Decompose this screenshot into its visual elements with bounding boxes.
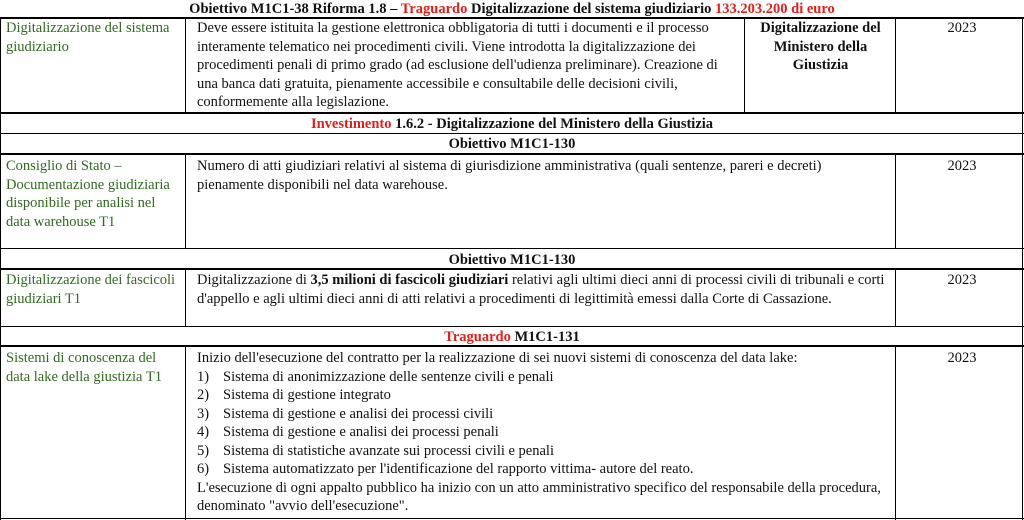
row2-desc: Numero di atti giudiziari relativi al sistema di giurisdizione amministrativa (quali sentenze, pareri e decreti) pienamente disponibili nel data warehouse. [197, 158, 822, 193]
col-border [1022, 112, 1023, 155]
col-border [0, 248, 1, 270]
row4-intro: Inizio dell'esecuzione del contratto per la realizzazione di sei nuovi sistemi di conoscenza del data lake: [197, 350, 798, 366]
item-text: Sistema di anonimizzazione delle sentenze civili e penali [223, 368, 554, 385]
header1-traguardo: Traguardo [400, 1, 468, 17]
col-border [895, 268, 896, 327]
col-border [1022, 248, 1023, 270]
row1-owner: Digitalizzazione del Ministero della Giustizia [760, 20, 881, 73]
divider [0, 518, 1024, 519]
item-text: Sistema di gestione e analisi dei processi penali [223, 424, 499, 440]
row3-desc-a: Digitalizzazione di [197, 272, 311, 288]
header-investimento [0, 115, 1024, 133]
header-traguardo-131 [0, 328, 1024, 346]
divider [0, 268, 1024, 270]
col-border [185, 268, 186, 327]
list-item [197, 460, 892, 479]
col-border [185, 153, 186, 249]
col-border [185, 17, 186, 114]
col-border [0, 326, 1, 347]
list-item [197, 386, 892, 405]
item-number: 5) [197, 442, 210, 459]
row2-year: 2023 [947, 158, 977, 174]
item-number: 4) [197, 424, 210, 440]
divider [0, 133, 1024, 134]
header-obiettivo-130-a: Obiettivo M1C1-130 [448, 136, 576, 152]
header2-investimento: Investimento [310, 116, 392, 132]
header5-traguardo: Traguardo [444, 329, 511, 345]
col-border [1022, 153, 1023, 249]
list-item [197, 423, 892, 442]
item-number: 1) [197, 368, 210, 385]
col-border [0, 345, 1, 520]
col-border [0, 17, 1, 114]
row3-desc [197, 271, 892, 308]
row3-year: 2023 [947, 272, 977, 288]
col-border [895, 17, 896, 114]
item-text: Sistema di gestione e analisi dei processi civili [223, 405, 494, 422]
row4-title: Sistemi di conoscenza del data lake della giustizia T1 [6, 350, 162, 385]
divider [0, 153, 1024, 155]
list-item [197, 368, 892, 387]
header-obiettivo-130-b: Obiettivo M1C1-130 [448, 252, 576, 268]
col-border [0, 112, 1, 155]
header1-amount: 133.203.200 di euro [715, 1, 835, 17]
header-reform-1-8 [0, 0, 1024, 18]
divider [0, 345, 1024, 347]
col-border [1022, 345, 1023, 520]
row1-desc: Deve essere istituita la gestione elettronica obbligatoria di tutti i documenti e il processo interamente telematico nei procedimenti civili. Viene introdotta la digitalizzazione dei procedimenti penali di primo grado (ad esclusione dell'udienza preliminare). Creazione di una banca dati gratuita, pienamente accessibile e consultabile delle decisioni civili, conformemente alla legislazione. [197, 20, 718, 110]
item-text: Sistema automatizzato per l'identificazione del rapporto vittima- autore del reato. [223, 461, 694, 477]
col-border [1022, 17, 1023, 114]
col-border [185, 345, 186, 520]
col-border [0, 153, 1, 249]
system-list [197, 368, 892, 479]
col-border [744, 17, 745, 114]
row2-title: Consiglio di Stato – Documentazione giudiziaria disponibile per analisi nel data warehouse T1 [6, 158, 170, 230]
row4-outro: L'esecuzione di ogni appalto pubblico ha inizio con un atto amministrativo specifico del responsabile della procedura, denominato "avvio dell'esecuzione". [197, 479, 881, 514]
divider [0, 326, 1024, 327]
header1-c: Digitalizzazione del sistema giudiziario [467, 1, 716, 17]
row1-title: Digitalizzazione del sistema giudiziario [6, 20, 170, 55]
header5-b: M1C1-131 [510, 329, 580, 345]
item-number: 2) [197, 387, 210, 403]
col-border [895, 153, 896, 249]
item-text: Sistema di gestione integrato [223, 387, 391, 403]
col-border [1022, 326, 1023, 347]
divider [0, 248, 1024, 249]
list-item [197, 442, 892, 461]
header2-b: 1.6.2 - Digitalizzazione del Ministero della Giustizia [391, 116, 714, 132]
row1-year: 2023 [947, 20, 977, 36]
row3-desc-c: relativi agli ultimi dieci anni di processi civili di tribunali e corti d'appello e agli ultimi dieci anni di atti relativi a procedimenti di legittimità emessi dalla Corte di Cassazione. [197, 272, 885, 307]
col-border [895, 345, 896, 520]
row4-year: 2023 [947, 350, 977, 366]
header1-a: Obiettivo M1C1-38 Riforma 1.8 – [189, 1, 401, 17]
row3-title: Digitalizzazione dei fascicoli giudiziari T1 [6, 272, 176, 307]
col-border [0, 268, 1, 327]
row4-desc [197, 349, 892, 516]
item-number: 6) [197, 461, 210, 477]
row3-desc-bold: 3,5 milioni di fascicoli giudiziari [310, 272, 509, 288]
item-number: 3) [197, 405, 210, 422]
item-text: Sistema di statistiche avanzate sui processi civili e penali [223, 442, 554, 459]
divider [0, 112, 1024, 114]
col-border [1022, 268, 1023, 327]
list-item [197, 405, 892, 424]
